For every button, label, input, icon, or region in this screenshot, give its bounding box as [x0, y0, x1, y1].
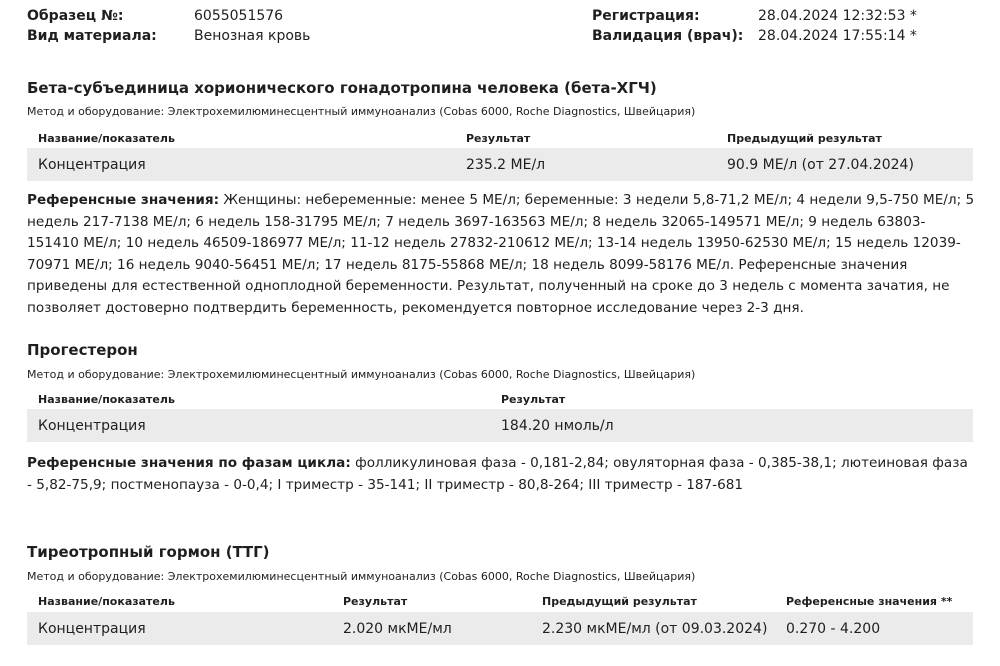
progesterone-ref-text: фолликулиновая фаза - 0,181-2,84; овуляторная фаза - 0,385-38,1; лютеиновая фаза - 5,82-75,9; постменопауза - 0-0,4; I триместр - 35-141; II триместр - 80,8-264; III триместр - 187-681	[27, 455, 968, 493]
progesterone-reference	[27, 453, 975, 496]
hcg-row-result: 235.2 МЕ/л	[466, 157, 546, 173]
hcg-ref-label: Референсные значения:	[27, 192, 220, 208]
hcg-ref-text: Женщины: небеременные: менее 5 МЕ/л; беременные: 3 недели 5,8-71,2 МЕ/л; 4 недели 9,5-750 МЕ/л; 5 недель 217-7138 МЕ/л; 6 недель 158-31795 МЕ/л; 7 недель 3697-163563 МЕ/л; 8 недель 32065-149571 МЕ/л; 9 недель 63803-151410 МЕ/л; 10 недель 46509-186977 МЕ/л; 11-12 недель 27832-210612 МЕ/л; 13-14 недель 13950-62530 МЕ/л; 15 недель 12039-70971 МЕ/л; 16 недель 9040-56451 МЕ/л; 17 недель 8175-55868 МЕ/л; 18 недель 8099-58176 МЕ/л. Референсные значения приведены для естественной одноплодной беременности. Результат, полученный на сроке до 3 недель с момента зачатия, не позволяет достоверно подтвердить беременность, рекомендуется повторное исследование через 2-3 дня.	[27, 192, 975, 316]
tsh-col-previous: Предыдущий результат	[542, 595, 697, 608]
tsh-row-name: Концентрация	[38, 621, 146, 637]
tsh-row-previous: 2.230 мкМЕ/мл (от 09.03.2024)	[542, 621, 768, 637]
progesterone-table-row	[27, 409, 973, 442]
hcg-col-previous: Предыдущий результат	[727, 132, 882, 145]
hcg-col-name: Название/показатель	[38, 132, 175, 145]
hcg-method: Метод и оборудование: Электрохемилюминесцентный иммуноанализ (Cobas 6000, Roche Diagnostics, Швейцария)	[27, 105, 696, 118]
tsh-method: Метод и оборудование: Электрохемилюминесцентный иммуноанализ (Cobas 6000, Roche Diagnostics, Швейцария)	[27, 570, 696, 583]
progesterone-row-result: 184.20 нмоль/л	[501, 418, 614, 434]
progesterone-method: Метод и оборудование: Электрохемилюминесцентный иммуноанализ (Cobas 6000, Roche Diagnostics, Швейцария)	[27, 368, 696, 381]
progesterone-col-result: Результат	[501, 393, 566, 406]
progesterone-row-name: Концентрация	[38, 418, 146, 434]
tsh-row-reference: 0.270 - 4.200	[786, 621, 881, 637]
hcg-title: Бета-субъединица хорионического гонадотропина человека (бета-ХГЧ)	[27, 79, 657, 97]
validation-label: Валидация (врач):	[592, 28, 744, 44]
hcg-reference	[27, 190, 975, 319]
progesterone-ref-label: Референсные значения по фазам цикла:	[27, 455, 351, 471]
tsh-row-result: 2.020 мкМЕ/мл	[343, 621, 452, 637]
tsh-col-result: Результат	[343, 595, 408, 608]
progesterone-title: Прогестерон	[27, 341, 138, 359]
hcg-row-previous: 90.9 МЕ/л (от 27.04.2024)	[727, 157, 914, 173]
tsh-title: Тиреотропный гормон (ТТГ)	[27, 543, 270, 561]
sample-number-value: 6055051576	[194, 8, 284, 24]
material-value: Венозная кровь	[194, 28, 311, 44]
progesterone-col-name: Название/показатель	[38, 393, 175, 406]
registration-value: 28.04.2024 12:32:53 *	[758, 8, 917, 24]
hcg-row-name: Концентрация	[38, 157, 146, 173]
sample-number-label: Образец №:	[27, 8, 124, 24]
tsh-col-name: Название/показатель	[38, 595, 175, 608]
tsh-col-reference: Референсные значения **	[786, 595, 953, 608]
validation-value: 28.04.2024 17:55:14 *	[758, 28, 917, 44]
registration-label: Регистрация:	[592, 8, 700, 24]
material-label: Вид материала:	[27, 28, 157, 44]
hcg-col-result: Результат	[466, 132, 531, 145]
